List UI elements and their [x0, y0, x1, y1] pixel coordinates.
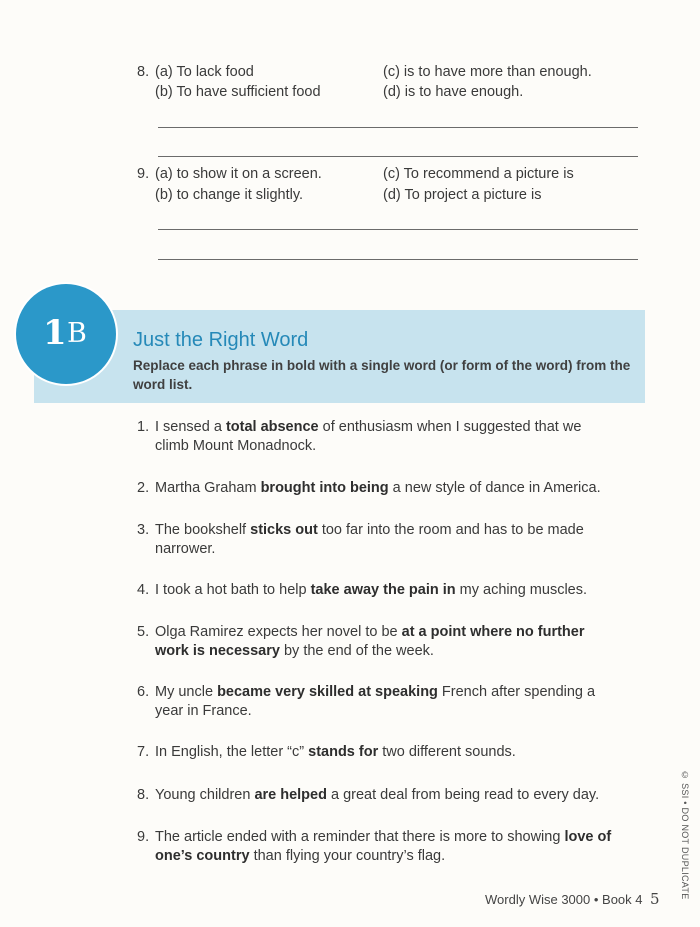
exercise-item-3: [137, 521, 617, 559]
item-text: I sensed a: [155, 419, 226, 435]
item-number: 7.: [137, 744, 150, 760]
exercise-item-4: [137, 581, 617, 600]
item-text: a great deal from being read to every day.: [326, 787, 600, 803]
section-badge-number: 1: [43, 313, 67, 353]
item-number: 6.: [137, 684, 150, 700]
item-bold-phrase: sticks out: [250, 522, 318, 538]
question-number: 8.: [137, 64, 150, 80]
item-text: Young children: [155, 787, 255, 803]
item-bold-phrase: stands for: [308, 744, 379, 760]
answer-line[interactable]: [158, 259, 638, 260]
exercise-item-2: [137, 479, 617, 498]
item-text: of enthusiasm when I suggested that we climb Mount Monadnock.: [155, 419, 582, 454]
item-bold-phrase: brought into being: [260, 480, 389, 496]
item-text: My uncle: [155, 684, 218, 700]
exercise-item-6: [137, 683, 617, 721]
option-c: (c) is to have more than enough.: [383, 64, 592, 80]
item-number: 4.: [137, 582, 150, 598]
item-text: Martha Graham: [155, 480, 261, 496]
section-badge-letter: B: [67, 318, 87, 349]
item-text: a new style of dance in America.: [388, 480, 601, 496]
option-a: (a) to show it on a screen.: [155, 166, 322, 182]
item-text: I took a hot bath to help: [155, 582, 311, 598]
item-bold-phrase: take away the pain in: [310, 582, 456, 598]
option-d: (d) To project a picture is: [383, 187, 542, 203]
copyright-note: © SSI • DO NOT DUPLICATE: [680, 770, 690, 900]
exercise-item-5: [137, 623, 607, 661]
exercise-item-7: [137, 743, 617, 762]
option-a: (a) To lack food: [155, 64, 254, 80]
item-bold-phrase: at a point where no further work is necessary: [155, 624, 585, 659]
option-d: (d) is to have enough.: [383, 84, 524, 100]
section-instructions: Replace each phrase in bold with a single word (or form of the word) from the word list.: [133, 358, 631, 392]
item-text: too far into the room and has to be made narrower.: [155, 522, 584, 557]
page-number: 5: [650, 890, 660, 908]
option-b: (b) To have sufficient food: [155, 84, 321, 100]
section-title: Just the Right Word: [133, 329, 309, 351]
item-number: 3.: [137, 522, 150, 538]
item-text: than flying your country’s flag.: [249, 848, 446, 864]
option-b: (b) to change it slightly.: [155, 187, 304, 203]
item-text: by the end of the week.: [279, 643, 434, 659]
item-text: my aching muscles.: [455, 582, 588, 598]
item-text: The article ended with a reminder that there is more to showing: [155, 829, 565, 845]
item-number: 8.: [137, 787, 150, 803]
item-text: two different sounds.: [378, 744, 516, 760]
option-c: (c) To recommend a picture is: [383, 166, 574, 182]
item-number: 2.: [137, 480, 150, 496]
exercise-item-9: [137, 828, 617, 866]
item-text: French after spending a year in France.: [155, 684, 596, 719]
item-text: In English, the letter “c”: [155, 744, 309, 760]
exercise-item-1: [137, 418, 617, 456]
item-text: The bookshelf: [155, 522, 251, 538]
item-number: 5.: [137, 624, 150, 640]
question-number: 9.: [137, 166, 150, 182]
item-number: 9.: [137, 829, 150, 845]
item-number: 1.: [137, 419, 150, 435]
answer-line[interactable]: [158, 229, 638, 230]
answer-line[interactable]: [158, 127, 638, 128]
answer-line[interactable]: [158, 156, 638, 157]
item-bold-phrase: total absence: [225, 419, 319, 435]
item-bold-phrase: became very skilled at speaking: [217, 684, 438, 700]
item-text: Olga Ramirez expects her novel to be: [155, 624, 402, 640]
item-bold-phrase: are helped: [254, 787, 327, 803]
exercise-item-8: [137, 786, 617, 805]
footer-book-title: Wordly Wise 3000 • Book 4: [485, 892, 643, 907]
item-bold-phrase: love of one’s country: [155, 829, 612, 864]
